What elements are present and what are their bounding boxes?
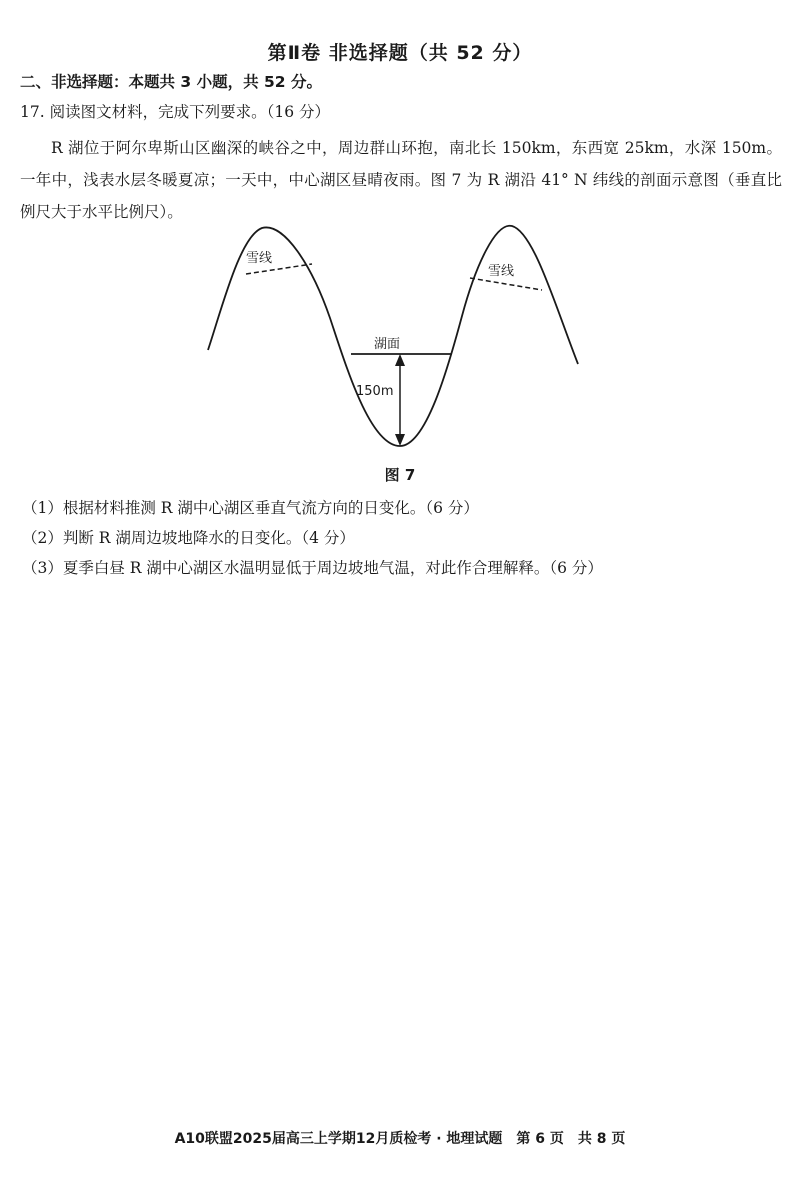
- depth-label: 150m: [356, 384, 394, 399]
- page-title: 第Ⅱ卷 非选择题（共 52 分）: [267, 42, 533, 64]
- sub-question-3: （3）夏季白昼 R 湖中心湖区水温明显低于周边坡地气温，对此作合理解释。（6 分）: [22, 559, 603, 577]
- snowline-right-label: 雪线: [488, 264, 515, 279]
- lake-cross-section-figure: [200, 218, 590, 458]
- lake-surface-label: 湖面: [374, 337, 401, 352]
- snowline-right-marker: [470, 278, 542, 290]
- question-material-paragraph: R 湖位于阿尔卑斯山区幽深的峡谷之中，周边群山环抱，南北长 150km，东西宽 25km，水深 150m。一年中，浅表水层冬暖夏凉；一天中，中心湖区昼晴夜雨。图 7 为 R 湖沿 41° N 纬线的剖面示意图（垂直比例尺大于水平比例尺）。: [20, 139, 782, 221]
- depth-arrow-head-top: [395, 354, 405, 366]
- depth-arrow-head-bottom: [395, 434, 405, 446]
- sub-question-1: （1）根据材料推测 R 湖中心湖区垂直气流方向的日变化。（6 分）: [22, 499, 479, 517]
- figure-caption: 图 7: [384, 466, 416, 484]
- snowline-left-label: 雪线: [246, 251, 273, 266]
- sub-question-2: （2）判断 R 湖周边坡地降水的日变化。（4 分）: [22, 529, 355, 547]
- question-17-heading: 17. 阅读图文材料，完成下列要求。（16 分）: [20, 103, 330, 121]
- section-heading: 二、非选择题：本题共 3 小题，共 52 分。: [20, 73, 322, 91]
- page-footer: A10联盟2025届高三上学期12月质检考 · 地理试题 第 6 页 共 8 页: [174, 1131, 626, 1147]
